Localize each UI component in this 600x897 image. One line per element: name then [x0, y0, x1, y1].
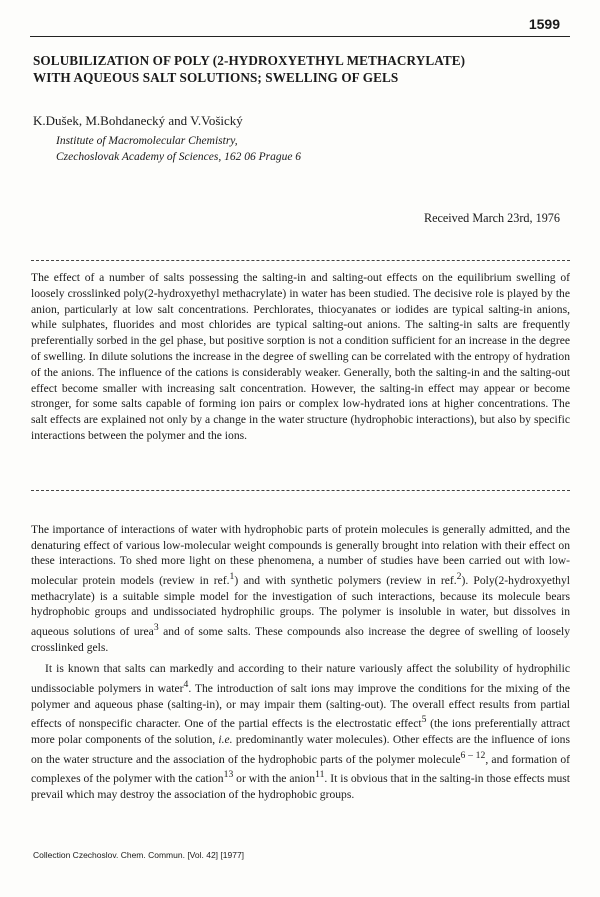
affiliation-line: Czechoslovak Academy of Sciences, 162 06 Prague 6	[56, 151, 302, 163]
paragraph	[31, 522, 570, 655]
abstract: The effect of a number of salts possessing the salting-in and salting-out effects on the equilibrium swelling of loosely crosslinked poly(2-hydroxyethyl methacrylate) in water has been studied. The decisive role is played by the anion, particularly at low salt concentrations. Perchlorates, thiocyanates or iodides are typical salting-in anions, while sulphates, fluorides and most chlorides are typical salting-out anions. The salting-in salts are frequently preferentially sorbed in the gel phase, but positive sorption is not a condition sufficient for an increase in the degree of swelling. In dilute solutions the increase in the degree of swelling can be correlated with the entropy of hydration of the anions. The influence of the cations is considerably weaker. Generally, both the salting-in and the salting-out effect become smaller with increasing salt concentration. However, the salting-in effect may appear or become stronger, for some salts capable of forming ion pairs or complex low-hydrated ions at higher concentrations. The salt effects are explained not only by a change in the water structure (hydrophobic interactions), but also by specific interactions between the polymer and the ions.	[31, 271, 570, 442]
reference-superscript: 2	[456, 571, 462, 583]
authors: K.Dušek, M.Bohdanecký and V.Vošický	[33, 113, 243, 128]
abstract-bottom-rule	[31, 490, 570, 491]
reference-superscript: 5	[421, 714, 427, 726]
paragraph	[31, 661, 570, 802]
text-run: . It is obvious that in the salting-in those effects must prevail which may destroy the association of the hydrophobic groups.	[31, 772, 571, 801]
reference-superscript: 3	[153, 622, 159, 634]
text-run: or with the anion	[233, 772, 316, 785]
text-run: predominantly water molecules). Other effects are the influence of ions on the water structure and the association of the hydrophobic parts of the polymer molecule	[31, 732, 570, 766]
title-line: SOLUBILIZATION OF POLY (2-HYDROXYETHYL METHACRYLATE)	[33, 53, 466, 68]
abstract-top-rule	[31, 260, 570, 261]
body-text	[31, 522, 570, 802]
text-run: . The introduction of salt ions may improve the conditions for the mixing of the polymer and aqueous phase (salting-in), or may impair them (salting-out). The overall effect results from partial effects of nonspecific character. One of the partial effects is the electrostatic effect	[31, 681, 570, 731]
page-number: 1599	[528, 16, 560, 32]
article-title	[33, 52, 573, 86]
text-run: (the ions preferentially attract more polar components of the solution,	[31, 717, 570, 746]
text-run: and of some salts. These compounds also increase the degree of swelling of loosely crosslinked gels.	[31, 624, 570, 654]
reference-superscript: 11	[315, 769, 325, 781]
reference-superscript: 13	[223, 769, 234, 781]
text-run: ). Poly(2-hydroxyethyl methacrylate) is a suitable simple model for the investigation of such interactions, because its molecule bears hydrophobic groups and undissociated hydrophilic groups. The polymer is insoluble in water, but dissolves in aqueous solutions of urea	[31, 573, 570, 638]
affiliation-line: Institute of Macromolecular Chemistry,	[56, 135, 238, 147]
text-run: , and formation of complexes of the polymer with the cation	[31, 752, 570, 785]
reference-superscript: 4	[183, 679, 189, 691]
text-run: It is known that salts can markedly and according to their nature variously affect the solubility of hydrophilic undissociable polymers in water	[31, 662, 570, 695]
header-rule	[30, 36, 570, 37]
text-run: The importance of interactions of water with hydrophobic parts of protein molecules is generally admitted, and the denaturing effect of various low-molecular weight compounds is generally brought into relation with their effect on these interactions. To shed more light on these phenomena, a number of studies have been carried out with low-molecular protein models (review in ref.	[31, 523, 570, 587]
title-line: WITH AQUEOUS SALT SOLUTIONS; SWELLING OF GELS	[33, 70, 399, 85]
affiliation	[56, 133, 301, 165]
text-run: ) and with synthetic polymers (review in ref.	[234, 573, 457, 587]
received-date: Received March 23rd, 1976	[423, 211, 560, 225]
italic-text: i.e.	[218, 732, 233, 746]
journal-footer: Collection Czechoslov. Chem. Commun. [Vol. 42] [1977]	[33, 850, 245, 860]
reference-superscript: 6 – 12	[460, 749, 486, 761]
reference-superscript: 1	[229, 571, 235, 583]
